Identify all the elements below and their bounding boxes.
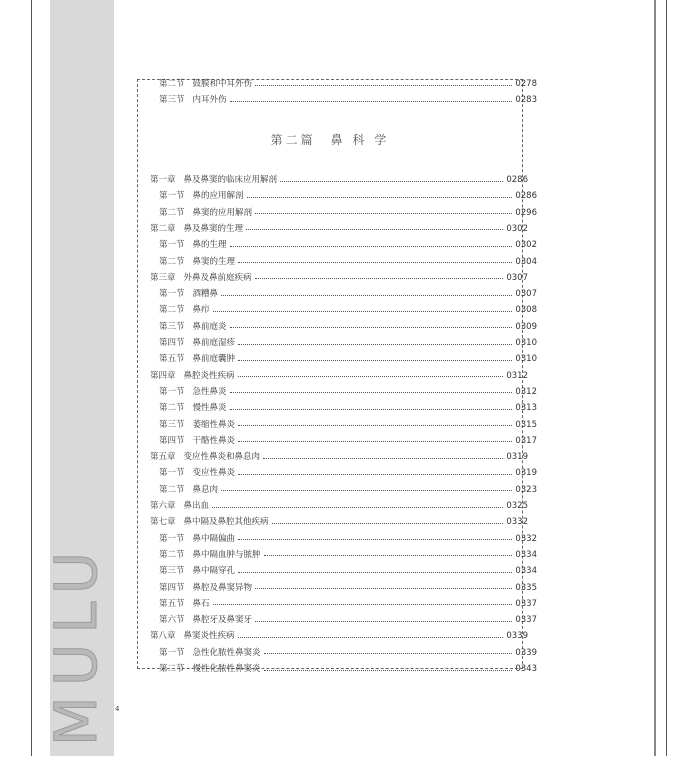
page-edge-line: [654, 0, 656, 756]
toc-entry-number: 第一节: [159, 468, 185, 479]
toc-entry-chapter[interactable]: [150, 514, 528, 530]
toc-entry-title: 鼻的应用解剖: [192, 191, 244, 202]
toc-entry-number: 第二节: [159, 549, 185, 560]
toc-entry-title: 鼻腔牙及鼻窦牙: [192, 615, 253, 626]
toc-entry-title: 酒糟鼻: [192, 289, 219, 300]
toc-entry-title: 变应性鼻炎: [192, 468, 236, 479]
toc-entry-section[interactable]: [159, 76, 537, 92]
toc-entry-title: 鼻息肉: [192, 484, 219, 495]
toc-entry-page: 0307: [506, 272, 528, 283]
toc-entry-page: 0307: [515, 289, 537, 300]
toc-dot-leader: [238, 441, 512, 442]
toc-entry-title: 干酪性鼻炎: [192, 435, 236, 446]
toc-dot-leader: [255, 621, 512, 622]
toc-entry-page: 0334: [515, 549, 537, 560]
toc-entry-title: 鼻石: [192, 598, 210, 609]
toc-dot-leader: [255, 588, 512, 589]
toc-dot-leader: [213, 311, 512, 312]
toc-entry-number: 第三节: [159, 566, 185, 577]
toc-entry-section[interactable]: [159, 612, 537, 628]
toc-dot-leader: [280, 181, 503, 182]
toc-dot-leader: [238, 572, 512, 573]
toc-dot-leader: [246, 229, 503, 230]
toc-entry-number: 第一节: [159, 191, 185, 202]
toc-entry-number: 第一节: [159, 240, 185, 251]
toc-entry-page: 0286: [515, 191, 537, 202]
toc-entry-section[interactable]: [159, 205, 537, 221]
toc-dot-leader: [247, 197, 512, 198]
toc-entry-number: 第六节: [159, 615, 185, 626]
toc-entry-number: 第八章: [150, 631, 176, 642]
toc-entry-page: 0312: [515, 386, 537, 397]
toc-dot-leader: [255, 278, 503, 279]
toc-entry-page: 0323: [515, 484, 537, 495]
toc-dot-leader: [230, 392, 512, 393]
toc-dot-leader: [238, 425, 512, 426]
toc-entry-page: 0335: [515, 582, 537, 593]
toc-entry-section[interactable]: [159, 302, 537, 318]
toc-entry-title: 鼻腔及鼻窦异物: [192, 582, 253, 593]
toc-entry-number: 第二节: [159, 79, 185, 89]
toc-entry-chapter[interactable]: [150, 628, 528, 644]
toc-entry-section[interactable]: [159, 400, 537, 416]
toc-entry-section[interactable]: [159, 384, 537, 400]
toc-dot-leader: [221, 295, 512, 296]
toc-entry-number: 第四节: [159, 582, 185, 593]
toc-dot-leader: [255, 213, 512, 214]
toc-entry-number: 第五节: [159, 598, 185, 609]
toc-entry-section[interactable]: [159, 531, 537, 547]
toc-entry-number: 第六章: [150, 501, 176, 511]
page-number: 4: [115, 705, 120, 713]
toc-entry-number: 第一节: [159, 289, 185, 300]
toc-entry-section[interactable]: [159, 188, 537, 204]
toc-entry-chapter[interactable]: [150, 449, 528, 465]
toc-entry-number: 第三章: [150, 272, 176, 283]
toc-entry-number: 第二节: [159, 207, 185, 218]
toc-entry-title: 鼻出血: [183, 501, 210, 511]
toc-entry-title: 鼻疖: [192, 305, 210, 316]
toc-dot-leader: [230, 327, 512, 328]
toc-entry-section[interactable]: [159, 563, 537, 579]
toc-entry-page: 0319: [506, 452, 528, 463]
toc-entry-title: 急性鼻炎: [192, 386, 227, 397]
toc-entry-number: 第一节: [159, 533, 185, 544]
toc-entry-page: 0337: [515, 598, 537, 609]
toc-dot-leader: [263, 458, 503, 459]
toc-entry-page: 0302: [515, 240, 537, 251]
toc-entry-page: 0319: [515, 468, 537, 479]
toc-entry-title: 鼻及鼻窦的临床应用解剖: [183, 175, 278, 185]
toc-dot-leader: [221, 490, 512, 491]
toc-entry-title: 鼻中隔及鼻腔其他疾病: [183, 517, 269, 528]
toc-entry-number: 第四章: [150, 370, 176, 381]
toc-entry-number: 第二节: [159, 664, 185, 674]
toc-entry-title: 鼻窦炎性疾病: [183, 631, 235, 642]
toc-entry-page: 0343: [515, 664, 537, 674]
toc-dot-leader: [264, 555, 512, 556]
toc-entry-title: 外鼻及鼻前庭疾病: [183, 272, 252, 283]
toc-entry-page: 0325: [506, 501, 528, 511]
toc-entry-title: 内耳外伤: [192, 95, 227, 106]
toc-entry-page: 0283: [515, 95, 537, 106]
toc-entry-page: 0312: [506, 370, 528, 381]
toc-entry-title: 鼻前庭炎: [192, 321, 227, 332]
toc-entry-title: 萎缩性鼻炎: [192, 419, 236, 430]
toc-entry-number: 第五节: [159, 354, 185, 365]
toc-entry-title: 慢性鼻炎: [192, 403, 227, 414]
toc-entry-section[interactable]: [159, 645, 537, 661]
toc-entry-title: 鼻中隔穿孔: [192, 566, 236, 577]
toc-dot-leader: [238, 637, 503, 638]
toc-entry-number: 第五章: [150, 452, 176, 463]
toc-entry-number: 第四节: [159, 338, 185, 348]
toc-entry-section[interactable]: [159, 433, 537, 449]
toc-entry-number: 第三节: [159, 95, 185, 106]
toc-entry-section[interactable]: [159, 596, 537, 612]
toc-entry-section[interactable]: [159, 465, 537, 481]
toc-entry-section[interactable]: [159, 237, 537, 253]
toc-dot-leader: [230, 409, 512, 410]
toc-dot-leader: [238, 376, 503, 377]
toc-entry-section[interactable]: [159, 580, 537, 596]
toc-entry-number: 第七章: [150, 517, 176, 528]
toc-entry-page: 0317: [515, 435, 537, 446]
toc-entry-title: 鼓膜和中耳外伤: [192, 79, 253, 89]
toc-entry-title: 急性化脓性鼻窦炎: [192, 647, 261, 658]
toc-entry-page: 0332: [506, 517, 528, 528]
toc-entry-section[interactable]: [159, 335, 537, 351]
toc-entry-section[interactable]: [159, 482, 537, 498]
toc-entry-page: 0304: [515, 256, 537, 267]
toc-dot-leader: [238, 474, 512, 475]
toc-entry-section[interactable]: [159, 254, 537, 270]
toc-dot-leader: [272, 523, 503, 524]
toc-entry-number: 第三节: [159, 419, 185, 430]
toc-entry-chapter[interactable]: [150, 368, 528, 384]
toc-entry-title: 鼻窦的生理: [192, 256, 236, 267]
toc-entry-page: 0309: [515, 321, 537, 332]
toc-dot-leader: [213, 604, 512, 605]
toc-entry-page: 0310: [515, 354, 537, 365]
toc-entry-number: 第二节: [159, 256, 185, 267]
toc-entry-title: 鼻中隔偏曲: [192, 533, 236, 544]
toc-entry-page: 0334: [515, 566, 537, 577]
toc-entry-section[interactable]: [159, 547, 537, 563]
toc-entry-section[interactable]: [159, 661, 537, 677]
toc-entry-section[interactable]: [159, 319, 537, 335]
toc-entry-page: 0339: [515, 647, 537, 658]
toc-entry-number: 第一章: [150, 175, 176, 185]
toc-dot-leader: [238, 344, 512, 345]
toc-entry-number: 第二章: [150, 223, 176, 234]
toc-dot-leader: [238, 262, 512, 263]
toc-entry-chapter[interactable]: [150, 172, 528, 188]
toc-entry-number: 第三节: [159, 321, 185, 332]
toc-entry-page: 0278: [515, 79, 537, 89]
toc-entry-title: 鼻窦的应用解剖: [192, 207, 253, 218]
toc-entry-page: 0308: [515, 305, 537, 316]
toc-entry-title: 慢性化脓性鼻窦炎: [192, 664, 261, 674]
toc-entry-page: 0337: [515, 615, 537, 626]
toc-entry-title: 变应性鼻炎和鼻息肉: [183, 452, 261, 463]
toc-dot-leader: [264, 653, 512, 654]
toc-entry-section[interactable]: [159, 286, 537, 302]
toc-dot-leader: [238, 360, 512, 361]
toc-entry-number: 第二节: [159, 403, 185, 414]
toc-dot-leader: [264, 670, 512, 671]
toc-entry-chapter[interactable]: [150, 221, 528, 237]
toc-entry-chapter[interactable]: [150, 498, 528, 514]
toc-entry-page: 0310: [515, 338, 537, 348]
toc-entry-chapter[interactable]: [150, 270, 528, 286]
toc-entry-page: 0339: [506, 631, 528, 642]
toc-entry-number: 第一节: [159, 386, 185, 397]
toc-entry-page: 0313: [515, 403, 537, 414]
toc-entry-page: 0315: [515, 419, 537, 430]
part-heading: 第二篇 鼻 科 学: [270, 133, 390, 147]
toc-entry-title: 鼻前庭湿疹: [192, 338, 236, 348]
toc-entry-section[interactable]: [159, 417, 537, 433]
toc-entry-title: 鼻前庭囊肿: [192, 354, 236, 365]
toc-entry-title: 鼻腔炎性疾病: [183, 370, 235, 381]
toc-entry-number: 第二节: [159, 484, 185, 495]
toc-dot-leader: [212, 507, 503, 508]
toc-entry-number: 第一节: [159, 647, 185, 658]
toc-dot-leader: [230, 246, 512, 247]
toc-entry-title: 鼻及鼻窦的生理: [183, 223, 244, 234]
toc-entry-title: 鼻的生理: [192, 240, 227, 251]
toc-entry-page: 0332: [515, 533, 537, 544]
toc-entry-number: 第二节: [159, 305, 185, 316]
toc-dot-leader: [255, 85, 512, 86]
side-label: MULU: [42, 541, 110, 747]
toc-entry-page: 0302: [506, 223, 528, 234]
toc-entry-title: 鼻中隔血肿与脓肿: [192, 549, 261, 560]
toc-dot-leader: [230, 101, 512, 102]
toc-entry-section[interactable]: [159, 92, 537, 108]
toc-entry-page: 0296: [515, 207, 537, 218]
toc-entry-number: 第四节: [159, 435, 185, 446]
toc-entry-section[interactable]: [159, 351, 537, 367]
toc-dot-leader: [238, 539, 512, 540]
toc-entry-page: 0286: [506, 175, 528, 185]
